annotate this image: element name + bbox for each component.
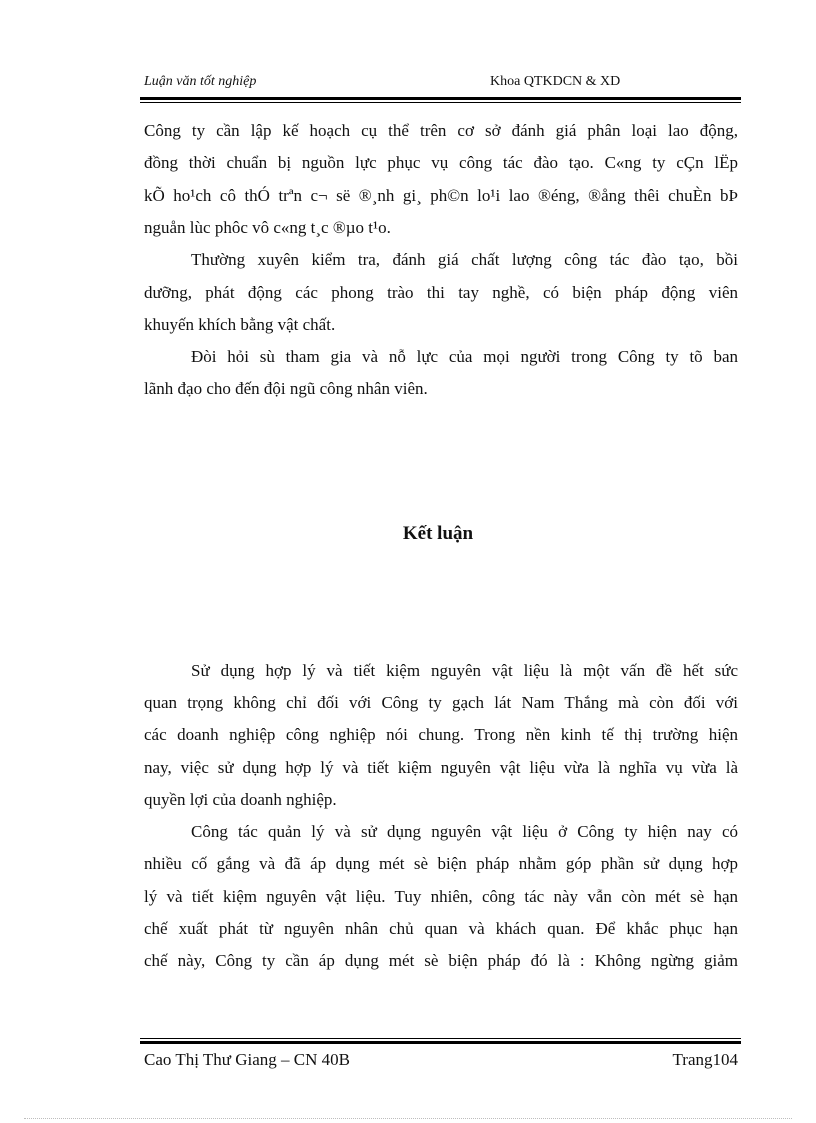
text-line: kÕ ho¹ch cô thÓ trªn c¬ së ®¸nh gi¸ ph©n lo¹i lao ®éng, ®ång thêi chuÈn bÞ <box>144 186 738 205</box>
text-line: các doanh nghiệp công nghiệp nói chung. Trong nền kinh tế thị trường hiện <box>144 725 738 744</box>
text-line: lý và tiết kiệm nguyên vật liệu. Tuy nhiên, công tác này vẫn còn mét sè hạn <box>144 887 738 906</box>
text-line: lãnh đạo cho đến đội ngũ công nhân viên. <box>144 379 428 398</box>
footer-author: Cao Thị Thư Giang – CN 40B <box>144 1050 350 1069</box>
header-left: Luận văn tốt nghiệp <box>144 74 257 89</box>
footer-rule-thick <box>140 1041 741 1044</box>
header-rule-thin <box>140 102 741 103</box>
text-line: Đòi hỏi sù tham gia và nỗ lực của mọi người trong Công ty tõ ban <box>191 347 738 366</box>
conclusion-title: Kết luận <box>402 523 474 544</box>
text-line: chế xuất phát từ nguyên nhân chủ quan và khách quan. Để khắc phục hạn <box>144 919 738 938</box>
text-line: dưỡng, phát động các phong trào thi tay nghề, có biện pháp động viên <box>144 283 738 302</box>
text-line: Công tác quản lý và sử dụng nguyên vật liệu ở Công ty hiện nay có <box>191 822 738 841</box>
text-line: nay, việc sử dụng hợp lý và tiết kiệm nguyên vật liệu vừa là nghĩa vụ vừa là <box>144 758 738 777</box>
header-right: Khoa QTKDCN & XD <box>490 74 621 89</box>
text-line: khuyến khích bằng vật chất. <box>144 315 336 334</box>
footer-page-number: Trang104 <box>672 1050 738 1069</box>
text-line: nhiều cố gắng và đã áp dụng mét sè biện pháp nhằm góp phần sử dụng hợp <box>144 854 738 873</box>
text-line: Thường xuyên kiểm tra, đánh giá chất lượng công tác đào tạo, bồi <box>191 250 738 269</box>
text-line: nguån lùc phôc vô c«ng t¸c ®µo t¹o. <box>144 218 391 237</box>
footer-rule-thin <box>140 1038 741 1039</box>
header-rule-thick <box>140 97 741 100</box>
text-line: Sử dụng hợp lý và tiết kiệm nguyên vật liệu là một vấn đề hết sức <box>191 661 738 680</box>
text-line: đồng thời chuẩn bị nguồn lực phục vụ công tác đào tạo. C«ng ty cÇn lËp <box>144 153 738 172</box>
text-line: chế này, Công ty cần áp dụng mét sè biện pháp đó là : Không ngừng giảm <box>144 951 738 970</box>
page-edge-dotted-line <box>24 1118 792 1119</box>
text-line: quan trọng không chỉ đối với Công ty gạch lát Nam Thắng mà còn đối với <box>144 693 738 712</box>
text-line: Công ty cần lập kế hoạch cụ thể trên cơ sở đánh giá phân loại lao động, <box>144 121 738 140</box>
text-line: quyền lợi của doanh nghiệp. <box>144 790 337 809</box>
